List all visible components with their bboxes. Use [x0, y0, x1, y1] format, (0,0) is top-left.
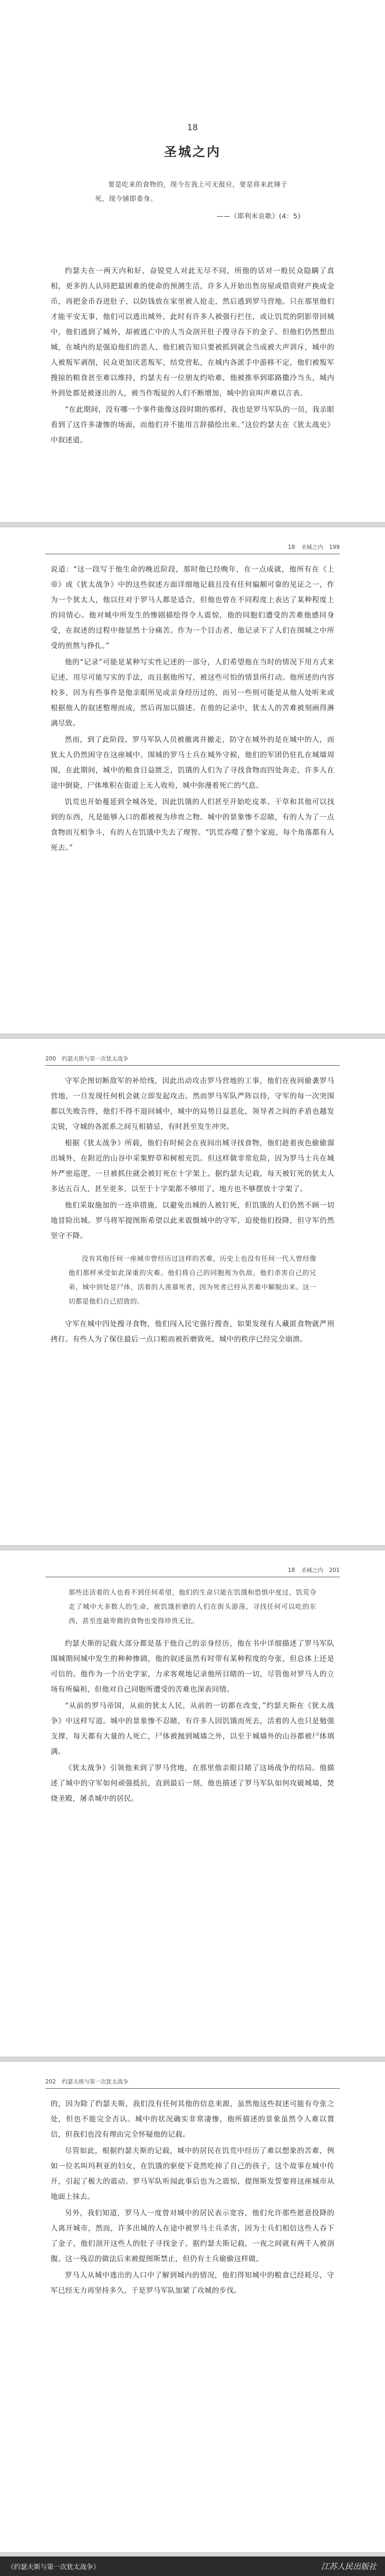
page-5	[0, 2062, 385, 2552]
page-body	[51, 1074, 334, 1348]
block-quote	[69, 1585, 316, 1628]
running-header	[288, 1566, 340, 1574]
page-number: 199	[329, 544, 340, 551]
running-chapter: 18	[287, 1567, 295, 1574]
page-number: 202	[45, 2079, 56, 2085]
paragraph: 说道：“这一段写于他生命的晚近阶段，那时他已经晚年，在一点成就，他所有在《上帝》或《犹太战争》中的这些叙述方面详细地记载且没有任何偏颇可靠的见证之一，作为一个犹太人，他以往对于罗马人都是适合，但他也曾在不同程度上表达了某种程度上的同情心。他对城中所发生的惨剧描绘得令人震惊，他的同胞们遭受的苦难他感同身受，在叙述的过程中他显然十分痛苦。作为一个目击者，他记录下了人们在围城之中所受的煎熬与挣扎。”	[51, 565, 334, 650]
footer-bar	[0, 2556, 385, 2576]
running-title: 约瑟夫斯与第一次犹太战争	[62, 2079, 129, 2085]
paragraph: “在此期间，没有哪一个事件能像这段时期的那样，我也是罗马军队的一员，我亲眼看到了这许多凄惨的场面，而他们并不能用言辞描绘出来。”这位约瑟夫在《犹太战史》中叙述道。	[51, 406, 334, 445]
book-title: 《约瑟夫斯与第一次犹太战争》	[7, 2563, 100, 2571]
page-body	[51, 2097, 334, 2300]
paragraph: 尽管如此，根据约瑟夫斯的记载，城中的居民在饥荒中经历了难以想象的苦难，例如一位名叫玛利亚的妇女，在饥饿的驱使下竟然吃掉了自己的孩子，这个故事在城中传开，引起了极大的震动。罗马军队听闻此事后也为之震惊，提图斯发誓要将这座城市从地面上抹去。	[51, 2147, 334, 2201]
page-1	[0, 0, 385, 522]
epigraph-source: ——《耶利米哀歌》(4：5)	[216, 212, 301, 220]
paragraph: 约瑟夫斯的记载大部分都是基于他自己的亲身经历，他在书中详细描述了罗马军队围城期间城中发生的种种惨剧，他的叙述虽然有时带有某种程度的夸张，但总体上还是可信的。他作为一个历史学家，力求客观地记录他所目睹的一切，尽管他对罗马人的立场有所偏袒，但他对自己同胞所遭受的苦难也深表同情。	[51, 1639, 334, 1694]
header-rule	[45, 1065, 340, 1066]
epigraph	[95, 177, 301, 223]
paragraph: 根据《犹太战争》所载，他们有时候会在夜间出城寻找食物，他们趁着夜色偷偷溜出城外，在附近的山谷中采集野草和树根充饥。但这样做非常危险，因为罗马士兵在城外严密巡逻，一旦被抓住就会被钉死在十字架上。据约瑟夫记载，每天被钉死的犹太人多达五百人，甚至更多，以至于十字架都不够用了，地方也不够摆放十字架了。	[51, 1139, 334, 1193]
running-title: 圣城之内	[301, 1567, 323, 1574]
header-rule	[45, 2088, 340, 2089]
page-4	[0, 1550, 385, 2057]
paragraph: 《犹太战争》引领他来到了罗马营地，在那里他亲眼目睹了这场战争的结局。他描述了城中的守军如何顽强抵抗，直到最后一刻，他也描述了罗马军队如何攻破城墙，焚烧圣殿，屠杀城中的居民。	[51, 1764, 334, 1803]
running-chapter: 18	[287, 544, 295, 551]
page-number: 201	[329, 1567, 340, 1574]
page-2	[0, 527, 385, 1034]
page-body	[51, 264, 334, 449]
paragraph: 的，因为除了约瑟夫斯，我们没有任何其他的信息来源，虽然他这些叙述可能有夸张之处，但也不能完全否认。城中的状况确实非常凄惨，他所描述的景象虽然令人难以置信，但我们也没有理由完全怀疑他的记载。	[51, 2100, 334, 2139]
running-title: 约瑟夫斯与第一次犹太战争	[62, 1056, 129, 1062]
quote-text: 没有其他任何一座城市曾经历过这样的苦难，历史上也没有任何一代人曾经像他们那样承受如此深重的灾难。他们将自己的同胞视为仇敌，他们杀害自己的兄弟，城中到处是尸体，活着的人羡慕死者，因为死者已经从苦难中解脱出来。这一切都是他们自己招致的。	[69, 1255, 316, 1305]
chapter-number: 18	[187, 122, 198, 132]
running-header	[45, 2078, 132, 2086]
paragraph: 他的“记录”可能是某种写实性记述的一部分，人们希望他在当时的情况下用方式来记述，用尽可能写实的手法，而且据他所写，被这些可怕的情景所打动。他所述的内容较多，因为有些事件是他亲眼所见或亲身经历过的，而另一些则可能是从他人处听来或根据他人的叙述整理而成，然后再加以描述。在他的记录中，犹太人的苦难被刻画得淋漓尽致。	[51, 658, 334, 728]
paragraph: 罗马人从城中逃出的人口中了解到城内的情况，他们得知城中的粮食已经耗尽，守军已经无力再坚持多久，于是罗马军队加紧了攻城的步伐。	[51, 2271, 334, 2295]
page-body	[51, 1585, 334, 1808]
page-body	[51, 562, 334, 857]
running-header	[45, 1055, 132, 1063]
running-header	[288, 543, 340, 551]
paragraph: 约瑟夫在一两天内和好，奋锐党人对此无尽不同，所他的话对一般民众隐瞒了真相，更多的人认同把最困难的使命的预测生活，许多人开始出售房屋或借资财产换成金币，再把金币吞进肚子，以防钱放在家里被人抢走，然后逃到罗马营地。只在那里他们才能平安无事，他们可以逃出城外，此时有许多人被强行拦住，或让饥荒的阴影带回城中，他们逃到了城外，却被逃亡中的人当众剖开肚子搜寻吞下的金子。但他们仍然想出城，在城内的是强迫他们的恶人，他们被告知只要被抓到就会当成被大声训斥，城中的人被叛军剥削，民众更加厌恶叛军，结党营私，在城内各派手中游移不定，他们被叛军搜掠的粮食甚至难以维持，约瑟夫有一位朋友约哈难，他被推举到耶路撒冷当头，城内外到处都是被逐出的人，被当作叛徒的人们不断增加，城中的哀叫声难以言表。	[51, 267, 334, 398]
paragraph: 另外，我们知道，罗马人一度曾对城中的居民表示宽容，他们允许那些愿意投降的人离开城市，然而，许多出城的人在途中被罗马士兵杀害，因为士兵们相信这些人吞下了金子，他们剖开这些人的肚子寻找金子。据约瑟夫斯记载，一夜之间就有两千人被剖腹。这一残忍的做法后来被提图斯禁止，但仍有士兵偷偷这样做。	[51, 2209, 334, 2263]
page-3	[0, 1039, 385, 1545]
paragraph: 守军在城中四处搜寻食物，他们闯入民宅强行搜查，如果发现有人藏匿食物就严刑拷打。有些人为了保住最后一点口粮而被折磨致死，城中的秩序已经完全崩溃。	[51, 1320, 334, 1344]
chapter-title: 圣城之内	[164, 144, 221, 159]
paragraph: 饥荒也开始蔓延到全城各处，因此饥饿的人们甚至开始吃皮革、干草和其他可以找到的东西，凡是能够入口的都被视为珍贵之物。城中的景象惨不忍睹，有的人为了一点食物而互相争斗，有的人在饥饿中失去了理智。“饥荒吞噬了整个家庭，每个角落都有人死去。”	[51, 798, 334, 852]
running-title: 圣城之内	[301, 544, 323, 551]
page-number: 200	[45, 1056, 56, 1062]
paragraph: 守军企图切断敌军的补给线，因此出动攻击罗马营地的工事，他们在夜间偷袭罗马营地，一旦发现任何机会就立即发起攻击。然而罗马军队严阵以待，守军的每一次突围都以失败告终，他们不得不退回城中，城中的局势日益恶化，领导者之间的矛盾也越发尖锐，守城的各派系之间互相猜忌，有时甚至发生冲突。	[51, 1077, 334, 1131]
block-quote	[69, 1251, 316, 1308]
paragraph: 他们采取施加的一连串措施，以避免出城的人被钉死，但饥饿的人们仍然不顾一切地冒险出城。罗马将军提图斯希望以此来震慑城中的守军，迫使他们投降，但守军仍然坚守不降。	[51, 1201, 334, 1240]
paragraph: 然而，到了此阶段，罗马军队人员被撤离并撤走，防守在城外的是在城中的人，而犹太人仍然困守在这座城中。围城的罗马士兵在城外守候，他们的军团仍驻扎在城墙周围，在此期间，城中的粮食日益匮乏，饥饿的人们为了寻找食物而四处奔走，许多人在途中倒毙，尸体堆积在街道上无人收殓，城中弥漫着死亡的气息。	[51, 736, 334, 790]
paragraph: “从前的罗马帝国，从前的犹太人民，从前的一切都在改变，”约瑟夫斯在《犹太战争》中这样写道。城中的景象惨不忍睹，有许多人因饥饿而死去，活着的人也只是勉强支撑，每天都有大量的人死亡，尸体被抛到城墙之外，以至于城墙外的山谷都被尸体填满。	[51, 1702, 334, 1756]
epigraph-text: 要是吃来的食物的，现今在我上可无报应，要是将来此锤于死，现今铺即委身。	[95, 180, 288, 202]
publisher-logo: 江苏人民出版社	[321, 2562, 377, 2571]
quote-text: 那些还活着的人也看不到任何希望，他们的生命只能在饥饿和恐惧中度过，饥荒夺走了城中大多数人的生命，被饥饿折磨的人们在街头游荡，寻找任何可以吃的东西，甚至连最卑微的食物也变得珍贵无比。	[69, 1588, 316, 1625]
